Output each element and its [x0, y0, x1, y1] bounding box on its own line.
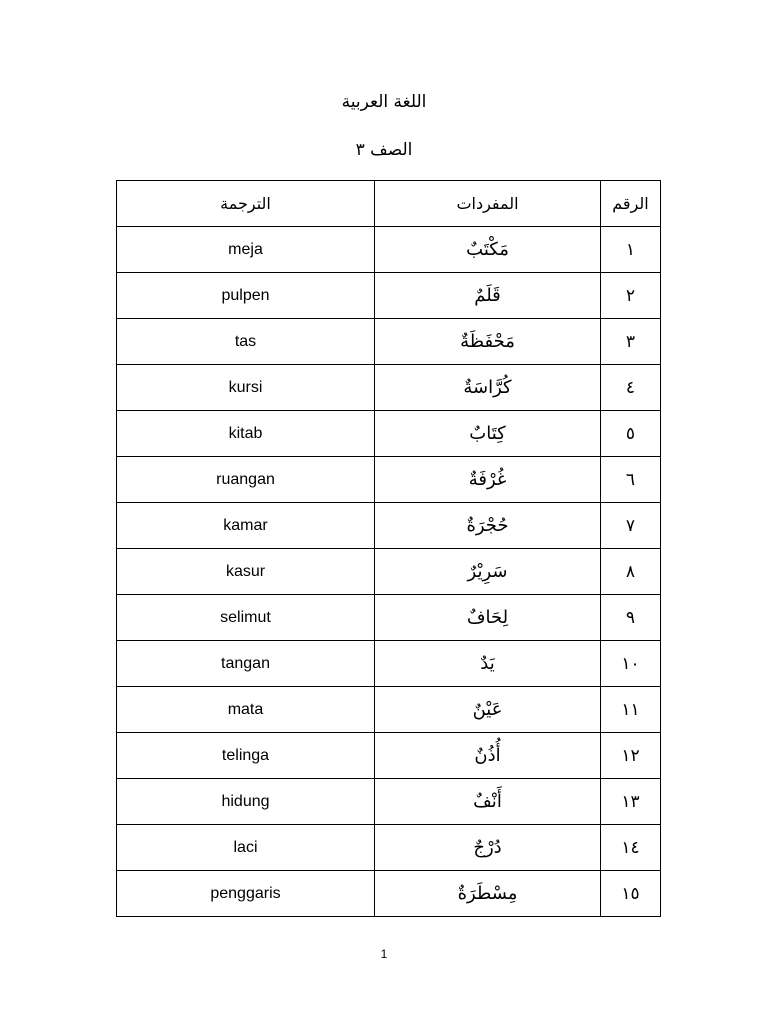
table-row — [117, 411, 661, 457]
cell-vocabulary: أُذُنٌ — [375, 733, 601, 779]
cell-vocabulary: مَحْفَظَةٌ — [375, 319, 601, 365]
cell-number: ١٥ — [601, 871, 661, 917]
header-vocabulary: المفردات — [375, 181, 601, 227]
cell-vocabulary: سَرِيْرٌ — [375, 549, 601, 595]
cell-number: ٣ — [601, 319, 661, 365]
cell-number: ٧ — [601, 503, 661, 549]
cell-translation: mata — [117, 687, 375, 733]
cell-number: ٥ — [601, 411, 661, 457]
cell-vocabulary: عَيْنٌ — [375, 687, 601, 733]
page-number: 1 — [380, 947, 388, 961]
cell-number: ١٣ — [601, 779, 661, 825]
cell-translation: ruangan — [117, 457, 375, 503]
table-row — [117, 641, 661, 687]
table-row — [117, 273, 661, 319]
header-translation: الترجمة — [117, 181, 375, 227]
cell-translation: kasur — [117, 549, 375, 595]
table-row — [117, 687, 661, 733]
cell-vocabulary: لِحَافٌ — [375, 595, 601, 641]
table-body — [117, 227, 661, 917]
cell-number: ٨ — [601, 549, 661, 595]
cell-number: ٦ — [601, 457, 661, 503]
table-row — [117, 319, 661, 365]
cell-number: ١ — [601, 227, 661, 273]
cell-translation: tas — [117, 319, 375, 365]
table-row — [117, 733, 661, 779]
cell-vocabulary: مَكْتَبٌ — [375, 227, 601, 273]
cell-number: ١١ — [601, 687, 661, 733]
cell-number: ٢ — [601, 273, 661, 319]
cell-translation: tangan — [117, 641, 375, 687]
cell-number: ١٤ — [601, 825, 661, 871]
table-header-row — [117, 181, 661, 227]
cell-translation: laci — [117, 825, 375, 871]
page-title: اللغة العربية — [341, 92, 427, 112]
table-row — [117, 825, 661, 871]
cell-translation: kitab — [117, 411, 375, 457]
cell-translation: penggaris — [117, 871, 375, 917]
cell-number: ١٢ — [601, 733, 661, 779]
cell-vocabulary: أَنْفٌ — [375, 779, 601, 825]
cell-vocabulary: كُرَّاسَةٌ — [375, 365, 601, 411]
cell-vocabulary: غُرْفَةٌ — [375, 457, 601, 503]
table-row — [117, 227, 661, 273]
table-row — [117, 457, 661, 503]
cell-vocabulary: كِتَابٌ — [375, 411, 601, 457]
table-row — [117, 871, 661, 917]
cell-translation: meja — [117, 227, 375, 273]
cell-translation: telinga — [117, 733, 375, 779]
table-row — [117, 503, 661, 549]
table-row — [117, 549, 661, 595]
cell-translation: kursi — [117, 365, 375, 411]
cell-vocabulary: دُرْجٌ — [375, 825, 601, 871]
cell-translation: kamar — [117, 503, 375, 549]
cell-translation: hidung — [117, 779, 375, 825]
header-number: الرقم — [601, 181, 661, 227]
cell-vocabulary: يَدٌ — [375, 641, 601, 687]
cell-number: ٤ — [601, 365, 661, 411]
cell-number: ٩ — [601, 595, 661, 641]
table-row — [117, 365, 661, 411]
page-subtitle: الصف ٣ — [355, 140, 413, 160]
cell-translation: selimut — [117, 595, 375, 641]
cell-number: ١٠ — [601, 641, 661, 687]
cell-vocabulary: قَلَمٌ — [375, 273, 601, 319]
cell-vocabulary: مِسْطَرَةٌ — [375, 871, 601, 917]
cell-vocabulary: حُجْرَةٌ — [375, 503, 601, 549]
cell-translation: pulpen — [117, 273, 375, 319]
vocabulary-table — [116, 180, 661, 917]
table-row — [117, 779, 661, 825]
table-row — [117, 595, 661, 641]
